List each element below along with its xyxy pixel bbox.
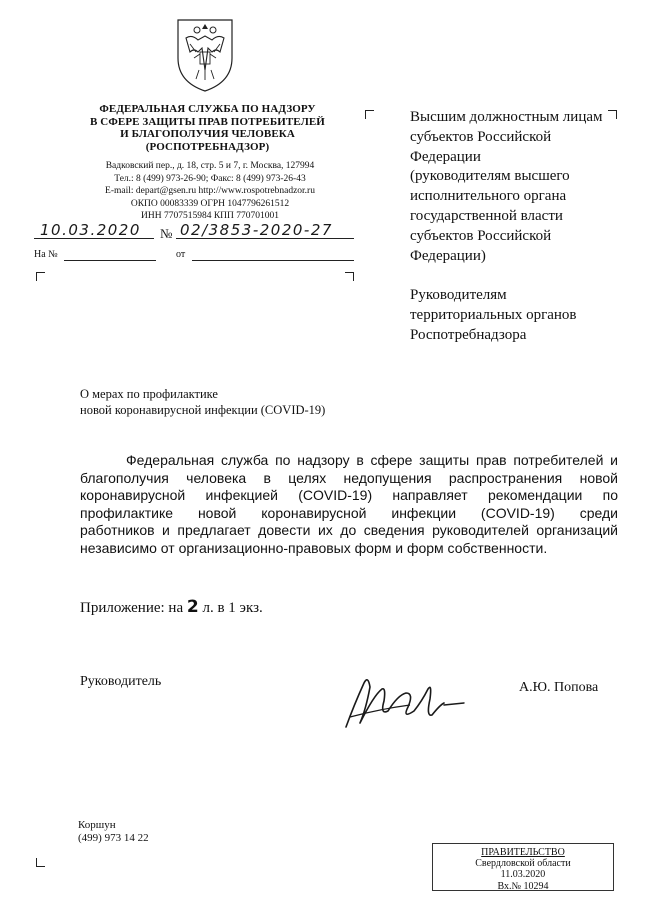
executor-name: Коршун [78,819,116,831]
contact-line: E-mail: depart@gsen.ru http://www.rospotrebnadzor.ru [105,186,315,196]
org-name-line: И БЛАГОПОЛУЧИЯ ЧЕЛОВЕКА [120,128,295,140]
addressee-spacer [410,266,660,286]
appendix-page-count: 2 [186,597,199,617]
registration-stamp [432,843,614,891]
organization-name [70,103,345,153]
addressee-line: Федерации) [410,247,486,264]
corner-mark [345,272,354,281]
appendix-prefix: Приложение: на [80,600,187,616]
addressee-line: территориальных органов [410,307,577,324]
addressee-line: субъектов Российской [410,227,552,244]
org-name-line: ФЕДЕРАЛЬНАЯ СЛУЖБА ПО НАДЗОРУ [99,103,316,115]
appendix-suffix: л. в 1 экз. [198,600,263,616]
corner-mark [365,110,374,119]
stamp-line: Вх.№ 10294 [497,880,549,892]
appendix-note [80,597,263,617]
addressee-line: Высшим должностным лицам [410,109,603,125]
document-date: 10.03.2020 [40,221,141,239]
contact-line: Тел.: 8 (499) 973-26-90; Факс: 8 (499) 973-26-43 [114,173,306,184]
org-name-line: (РОСПОТРЕБНАДЗОР) [145,140,270,153]
handwritten-signature [340,665,470,740]
body-line: коронавирусной инфекцией (COVID-19) направляет рекомендации по [80,487,618,503]
signer-position: Руководитель [80,674,162,689]
stamp-line: 11.03.2020 [500,869,546,881]
contact-line: ИНН 7707515984 КПП 770701001 [140,211,279,221]
org-name-line: В СФЕРЕ ЗАЩИТЫ ПРАВ ПОТРЕБИТЕЛЕЙ [90,115,325,128]
subject-line: О мерах по профилактике [80,387,218,401]
letter-body [80,452,618,557]
stamp-line: Свердловской области [475,858,571,870]
corner-mark [36,272,45,281]
addressee-block [410,108,660,346]
executor-info [78,819,149,845]
addressee-line: Роспотребнадзора [410,326,527,343]
stamp-line: ПРАВИТЕЛЬСТВО [481,847,565,858]
from-label: от [176,249,186,260]
letter-subject [80,386,380,418]
body-line: независимо от организационно-правовых форм и форм собственности. [80,539,548,556]
signer-name: А.Ю. Попова [519,680,599,695]
addressee-line: государственной власти [410,207,563,224]
coat-of-arms-icon [170,14,240,94]
body-line: работников и предлагает довести их до сведения руководителей организаций [80,522,618,538]
subject-line: новой коронавирусной инфекции (COVID-19) [80,403,326,417]
body-line: Федеральная служба по надзору в сфере защиты прав потребителей и [126,452,618,468]
body-line: профилактике новой коронавирусной инфекции (COVID-19) среди [80,504,618,521]
addressee-line: Федерации [410,148,481,165]
reply-to-underline [64,260,156,261]
number-label: № [160,226,173,241]
organization-contacts [70,160,350,223]
addressee-line: Руководителям [410,287,507,304]
contact-line: Вадковский пер., д. 18, стр. 5 и 7, г. Москва, 127994 [105,161,315,171]
date-underline [34,238,154,239]
corner-mark [36,858,45,867]
body-line: благополучия человека в целях недопущения распространения новой [80,469,618,486]
document-number: 02/3853-2020-27 [180,221,333,239]
reply-to-label: На № [34,249,58,260]
addressee-line: исполнительного органа [410,188,567,205]
contact-line: ОКПО 00083339 ОГРН 1047796261512 [130,198,290,209]
executor-phone: (499) 973 14 22 [78,832,149,844]
addressee-line: субъектов Российской [410,128,552,145]
number-underline [176,238,354,239]
from-underline [192,260,354,261]
addressee-line: (руководителям высшего [410,168,570,185]
